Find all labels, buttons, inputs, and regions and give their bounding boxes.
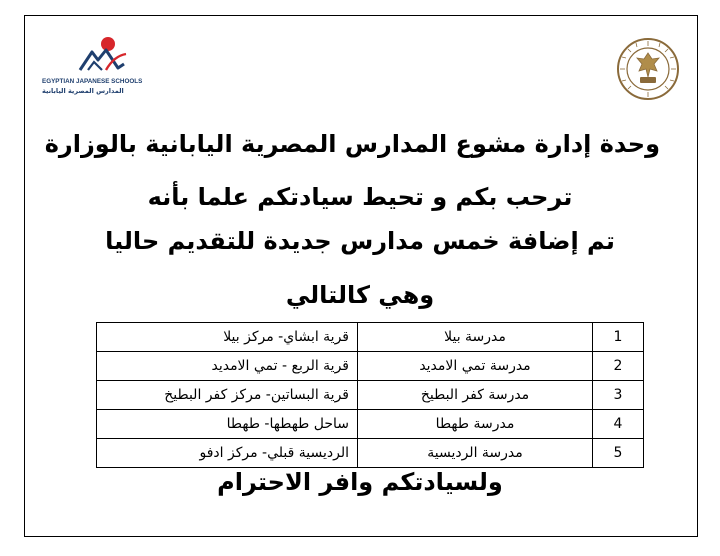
ministry-seal <box>616 37 680 101</box>
school-location: قرية البساتين- مركز كفر البطيخ <box>97 381 358 410</box>
school-name: مدرسة تمي الامديد <box>358 352 593 381</box>
closing-line: ولسيادتكم وافر الاحترام <box>217 468 503 496</box>
table-row <box>97 323 644 352</box>
school-location: قرية ابشاي- مركز بيلا <box>97 323 358 352</box>
heading-line-3: تم إضافة خمس مدارس جديدة للتقديم حاليا <box>105 227 615 255</box>
ministry-seal-icon <box>616 37 680 101</box>
school-name: مدرسة طهطا <box>358 410 593 439</box>
table-row <box>97 352 644 381</box>
school-name: مدرسة الرديسية <box>358 439 593 468</box>
heading-line-4: وهي كالتالي <box>285 281 435 309</box>
egyptian-japanese-schools-logo <box>42 34 152 98</box>
logo-english-name: EGYPTIAN JAPANESE SCHOOLS <box>42 78 143 85</box>
row-number: 2 <box>593 352 644 381</box>
table-row <box>97 381 644 410</box>
row-number: 1 <box>593 323 644 352</box>
school-location: الرديسية قبلي- مركز ادفو <box>97 439 358 468</box>
table-row <box>97 410 644 439</box>
school-location: قرية الربع - تمي الامديد <box>97 352 358 381</box>
school-name: مدرسة كفر البطيخ <box>358 381 593 410</box>
school-name: مدرسة بيلا <box>358 323 593 352</box>
school-location: ساحل طهطها- طهطا <box>97 410 358 439</box>
table-row <box>97 439 644 468</box>
pyramids-sun-logo-icon <box>78 34 128 74</box>
row-number: 4 <box>593 410 644 439</box>
row-number: 3 <box>593 381 644 410</box>
logo-arabic-name: المدارس المصرية اليابانية <box>42 87 124 95</box>
heading-line-2: ترحب بكم و تحيط سيادتكم علما بأنه <box>147 183 573 211</box>
schools-table <box>96 322 644 468</box>
heading-line-1: وحدة إدارة مشوع المدارس المصرية اليابانية بالوزارة <box>44 130 660 158</box>
row-number: 5 <box>593 439 644 468</box>
